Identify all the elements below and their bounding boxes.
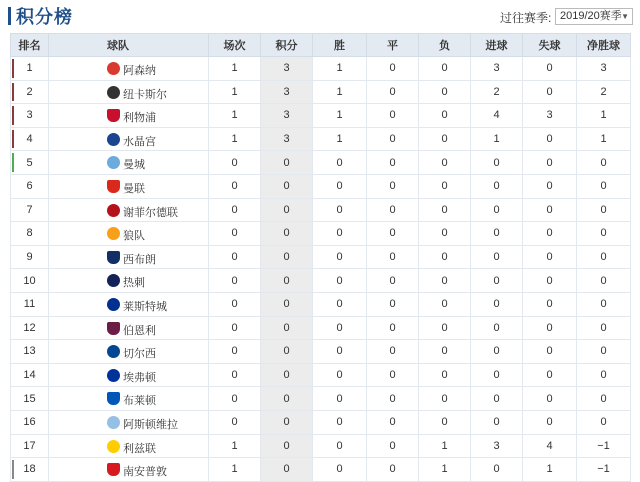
rank-value: 6 bbox=[26, 180, 33, 193]
played-cell: 1 bbox=[209, 434, 261, 458]
points-cell: 0 bbox=[261, 269, 313, 293]
goal-difference-cell: 0 bbox=[577, 410, 631, 434]
goals-for-cell: 0 bbox=[471, 198, 523, 222]
won-cell: 0 bbox=[313, 222, 367, 246]
chelsea-crest-icon bbox=[107, 345, 120, 358]
rank-value: 17 bbox=[23, 439, 36, 452]
won-cell: 0 bbox=[313, 174, 367, 198]
won-cell: 0 bbox=[313, 292, 367, 316]
goals-for-cell: 0 bbox=[471, 387, 523, 411]
arsenal-crest-icon bbox=[107, 62, 120, 75]
header-played: 场次 bbox=[209, 34, 261, 57]
team-cell[interactable] bbox=[49, 198, 209, 222]
points-cell: 0 bbox=[261, 387, 313, 411]
goal-difference-cell: 0 bbox=[577, 292, 631, 316]
team-name[interactable]: 曼联 bbox=[123, 182, 145, 195]
played-cell: 0 bbox=[209, 292, 261, 316]
goals-against-cell: 0 bbox=[523, 245, 577, 269]
team-name[interactable]: 热刺 bbox=[123, 277, 145, 290]
table-row[interactable] bbox=[11, 434, 631, 458]
sheffield-united-crest-icon bbox=[107, 204, 120, 217]
played-cell: 0 bbox=[209, 363, 261, 387]
qualification-marker bbox=[12, 460, 14, 479]
goals-against-cell: 0 bbox=[523, 151, 577, 175]
won-cell: 0 bbox=[313, 198, 367, 222]
drawn-cell: 0 bbox=[367, 222, 419, 246]
team-name[interactable]: 利兹联 bbox=[123, 442, 156, 455]
played-cell: 0 bbox=[209, 316, 261, 340]
goals-against-cell: 0 bbox=[523, 174, 577, 198]
lost-cell: 0 bbox=[419, 222, 471, 246]
team-cell[interactable] bbox=[49, 410, 209, 434]
rank-value: 14 bbox=[23, 369, 36, 382]
lost-cell: 0 bbox=[419, 174, 471, 198]
points-cell: 0 bbox=[261, 151, 313, 175]
standings-body bbox=[11, 57, 631, 482]
goals-against-cell: 3 bbox=[523, 104, 577, 128]
points-cell: 0 bbox=[261, 198, 313, 222]
lost-cell: 0 bbox=[419, 387, 471, 411]
played-cell: 0 bbox=[209, 245, 261, 269]
lost-cell: 0 bbox=[419, 80, 471, 104]
goal-difference-cell: 0 bbox=[577, 174, 631, 198]
rank-value: 4 bbox=[26, 133, 33, 146]
season-label: 过往赛季: bbox=[500, 11, 552, 25]
played-cell: 0 bbox=[209, 410, 261, 434]
drawn-cell: 0 bbox=[367, 57, 419, 81]
leicester-crest-icon bbox=[107, 298, 120, 311]
team-name[interactable]: 莱斯特城 bbox=[123, 300, 167, 313]
qualification-marker bbox=[12, 130, 14, 149]
rank-value: 12 bbox=[23, 321, 36, 334]
rank-cell bbox=[11, 387, 49, 411]
table-row[interactable] bbox=[11, 316, 631, 340]
rank-value: 13 bbox=[23, 345, 36, 358]
points-cell: 0 bbox=[261, 410, 313, 434]
goals-for-cell: 0 bbox=[471, 316, 523, 340]
team-cell[interactable] bbox=[49, 127, 209, 151]
southampton-crest-icon bbox=[107, 463, 120, 476]
lost-cell: 0 bbox=[419, 292, 471, 316]
qualification-marker bbox=[12, 106, 14, 125]
burnley-crest-icon bbox=[107, 322, 120, 335]
points-cell: 3 bbox=[261, 57, 313, 81]
rank-value: 15 bbox=[23, 392, 36, 405]
won-cell: 1 bbox=[313, 127, 367, 151]
won-cell: 0 bbox=[313, 410, 367, 434]
won-cell: 1 bbox=[313, 80, 367, 104]
drawn-cell: 0 bbox=[367, 174, 419, 198]
table-row[interactable] bbox=[11, 57, 631, 81]
played-cell: 1 bbox=[209, 80, 261, 104]
team-cell[interactable] bbox=[49, 434, 209, 458]
rank-value: 18 bbox=[23, 463, 36, 476]
points-cell: 0 bbox=[261, 292, 313, 316]
points-cell: 0 bbox=[261, 174, 313, 198]
lost-cell: 0 bbox=[419, 340, 471, 364]
page-header bbox=[0, 0, 640, 34]
team-cell[interactable] bbox=[49, 222, 209, 246]
newcastle-crest-icon bbox=[107, 86, 120, 99]
goal-difference-cell: 0 bbox=[577, 222, 631, 246]
goals-against-cell: 1 bbox=[523, 458, 577, 482]
header-won: 胜 bbox=[313, 34, 367, 57]
drawn-cell: 0 bbox=[367, 151, 419, 175]
header-goals-against: 失球 bbox=[523, 34, 577, 57]
won-cell: 1 bbox=[313, 104, 367, 128]
crystal-palace-crest-icon bbox=[107, 133, 120, 146]
goal-difference-cell: −1 bbox=[577, 458, 631, 482]
rank-cell bbox=[11, 292, 49, 316]
qualification-marker bbox=[12, 153, 14, 172]
lost-cell: 1 bbox=[419, 458, 471, 482]
header-drawn: 平 bbox=[367, 34, 419, 57]
rank-value: 16 bbox=[23, 416, 36, 429]
goal-difference-cell: 0 bbox=[577, 340, 631, 364]
rank-value: 11 bbox=[23, 298, 36, 311]
rank-value: 7 bbox=[26, 203, 33, 216]
won-cell: 0 bbox=[313, 340, 367, 364]
table-row[interactable] bbox=[11, 410, 631, 434]
table-row[interactable] bbox=[11, 292, 631, 316]
goals-against-cell: 0 bbox=[523, 363, 577, 387]
won-cell: 0 bbox=[313, 363, 367, 387]
table-row[interactable] bbox=[11, 458, 631, 482]
rank-value: 10 bbox=[23, 274, 36, 287]
team-name[interactable]: 阿斯顿维拉 bbox=[123, 418, 178, 431]
west-brom-crest-icon bbox=[107, 251, 120, 264]
team-name[interactable]: 水晶宫 bbox=[123, 135, 156, 148]
played-cell: 1 bbox=[209, 458, 261, 482]
points-cell: 0 bbox=[261, 458, 313, 482]
brighton-crest-icon bbox=[107, 392, 120, 405]
goals-for-cell: 2 bbox=[471, 80, 523, 104]
team-name[interactable]: 纽卡斯尔 bbox=[123, 88, 167, 101]
team-name[interactable]: 埃弗顿 bbox=[123, 371, 156, 384]
played-cell: 0 bbox=[209, 174, 261, 198]
rank-cell bbox=[11, 151, 49, 175]
rank-cell bbox=[11, 104, 49, 128]
goals-for-cell: 0 bbox=[471, 245, 523, 269]
team-cell[interactable] bbox=[49, 340, 209, 364]
goal-difference-cell: 0 bbox=[577, 151, 631, 175]
drawn-cell: 0 bbox=[367, 410, 419, 434]
goals-for-cell: 0 bbox=[471, 151, 523, 175]
title-accent-bar bbox=[8, 7, 11, 25]
drawn-cell: 0 bbox=[367, 127, 419, 151]
goal-difference-cell: 0 bbox=[577, 316, 631, 340]
drawn-cell: 0 bbox=[367, 340, 419, 364]
goals-for-cell: 3 bbox=[471, 57, 523, 81]
goals-for-cell: 0 bbox=[471, 292, 523, 316]
team-name[interactable]: 西布朗 bbox=[123, 253, 156, 266]
table-row[interactable] bbox=[11, 222, 631, 246]
team-cell[interactable] bbox=[49, 316, 209, 340]
table-row[interactable] bbox=[11, 245, 631, 269]
rank-cell bbox=[11, 269, 49, 293]
table-row[interactable] bbox=[11, 269, 631, 293]
points-cell: 0 bbox=[261, 245, 313, 269]
table-row[interactable] bbox=[11, 80, 631, 104]
rank-cell bbox=[11, 316, 49, 340]
goals-for-cell: 0 bbox=[471, 340, 523, 364]
drawn-cell: 0 bbox=[367, 104, 419, 128]
drawn-cell: 0 bbox=[367, 434, 419, 458]
goals-for-cell: 4 bbox=[471, 104, 523, 128]
lost-cell: 0 bbox=[419, 316, 471, 340]
table-row[interactable] bbox=[11, 198, 631, 222]
rank-cell bbox=[11, 198, 49, 222]
played-cell: 0 bbox=[209, 151, 261, 175]
team-name[interactable]: 狼队 bbox=[123, 230, 145, 243]
team-name[interactable]: 阿森纳 bbox=[123, 65, 156, 77]
goal-difference-cell: 1 bbox=[577, 104, 631, 128]
goals-against-cell: 0 bbox=[523, 387, 577, 411]
wolves-crest-icon bbox=[107, 227, 120, 240]
leeds-crest-icon bbox=[107, 440, 120, 453]
drawn-cell: 0 bbox=[367, 80, 419, 104]
rank-cell bbox=[11, 127, 49, 151]
goal-difference-cell: 0 bbox=[577, 198, 631, 222]
goal-difference-cell: −1 bbox=[577, 434, 631, 458]
rank-value: 1 bbox=[26, 62, 33, 75]
lost-cell: 0 bbox=[419, 104, 471, 128]
drawn-cell: 0 bbox=[367, 269, 419, 293]
table-row[interactable] bbox=[11, 174, 631, 198]
played-cell: 1 bbox=[209, 127, 261, 151]
team-cell[interactable] bbox=[49, 292, 209, 316]
rank-cell bbox=[11, 458, 49, 482]
goals-against-cell: 0 bbox=[523, 198, 577, 222]
header-goals-for: 进球 bbox=[471, 34, 523, 57]
lost-cell: 0 bbox=[419, 363, 471, 387]
won-cell: 0 bbox=[313, 245, 367, 269]
team-cell[interactable] bbox=[49, 104, 209, 128]
rank-cell bbox=[11, 434, 49, 458]
rank-value: 3 bbox=[26, 109, 33, 122]
lost-cell: 0 bbox=[419, 57, 471, 81]
page-title: 积分榜 bbox=[16, 7, 73, 27]
team-name[interactable]: 伯恩利 bbox=[123, 324, 156, 337]
points-cell: 0 bbox=[261, 434, 313, 458]
team-cell[interactable] bbox=[49, 57, 209, 81]
points-cell: 3 bbox=[261, 127, 313, 151]
won-cell: 1 bbox=[313, 57, 367, 81]
header-goal-difference: 净胜球 bbox=[577, 34, 631, 57]
rank-cell bbox=[11, 410, 49, 434]
points-cell: 0 bbox=[261, 222, 313, 246]
lost-cell: 0 bbox=[419, 245, 471, 269]
aston-villa-crest-icon bbox=[107, 416, 120, 429]
table-row[interactable] bbox=[11, 363, 631, 387]
season-select[interactable] bbox=[555, 8, 633, 25]
team-cell[interactable] bbox=[49, 269, 209, 293]
rank-cell bbox=[11, 363, 49, 387]
goals-against-cell: 0 bbox=[523, 410, 577, 434]
rank-cell bbox=[11, 340, 49, 364]
drawn-cell: 0 bbox=[367, 458, 419, 482]
goals-against-cell: 0 bbox=[523, 222, 577, 246]
rank-cell bbox=[11, 222, 49, 246]
team-name[interactable]: 谢菲尔德联 bbox=[123, 206, 178, 219]
rank-cell bbox=[11, 174, 49, 198]
standings-header-row bbox=[11, 34, 631, 57]
drawn-cell: 0 bbox=[367, 245, 419, 269]
lost-cell: 0 bbox=[419, 127, 471, 151]
goals-for-cell: 1 bbox=[471, 127, 523, 151]
goals-for-cell: 0 bbox=[471, 222, 523, 246]
team-name[interactable]: 布莱顿 bbox=[123, 395, 156, 408]
rank-value: 9 bbox=[26, 251, 33, 264]
goals-against-cell: 4 bbox=[523, 434, 577, 458]
goal-difference-cell: 3 bbox=[577, 57, 631, 81]
won-cell: 0 bbox=[313, 151, 367, 175]
rank-cell bbox=[11, 245, 49, 269]
goals-for-cell: 0 bbox=[471, 174, 523, 198]
won-cell: 0 bbox=[313, 316, 367, 340]
goal-difference-cell: 0 bbox=[577, 269, 631, 293]
lost-cell: 0 bbox=[419, 198, 471, 222]
qualification-marker bbox=[12, 83, 14, 102]
rank-value: 5 bbox=[26, 156, 33, 169]
points-cell: 0 bbox=[261, 363, 313, 387]
drawn-cell: 0 bbox=[367, 292, 419, 316]
team-cell[interactable] bbox=[49, 174, 209, 198]
qualification-marker bbox=[12, 59, 14, 78]
header-points: 积分 bbox=[261, 34, 313, 57]
goals-against-cell: 0 bbox=[523, 316, 577, 340]
team-cell[interactable] bbox=[49, 363, 209, 387]
goals-against-cell: 0 bbox=[523, 127, 577, 151]
team-name[interactable]: 切尔西 bbox=[123, 348, 156, 361]
drawn-cell: 0 bbox=[367, 198, 419, 222]
table-row[interactable] bbox=[11, 104, 631, 128]
rank-value: 2 bbox=[26, 85, 33, 98]
man-united-crest-icon bbox=[107, 180, 120, 193]
goal-difference-cell: 0 bbox=[577, 363, 631, 387]
points-cell: 0 bbox=[261, 316, 313, 340]
header-rank: 排名 bbox=[11, 34, 49, 57]
chevron-down-icon: ▼ bbox=[621, 12, 629, 21]
goals-against-cell: 0 bbox=[523, 269, 577, 293]
goal-difference-cell: 2 bbox=[577, 80, 631, 104]
points-cell: 3 bbox=[261, 104, 313, 128]
won-cell: 0 bbox=[313, 387, 367, 411]
season-select-value: 2019/20赛季 bbox=[560, 10, 622, 22]
header-lost: 负 bbox=[419, 34, 471, 57]
team-cell[interactable] bbox=[49, 387, 209, 411]
played-cell: 0 bbox=[209, 222, 261, 246]
rank-value: 8 bbox=[26, 227, 33, 240]
won-cell: 0 bbox=[313, 269, 367, 293]
drawn-cell: 0 bbox=[367, 363, 419, 387]
rank-cell bbox=[11, 80, 49, 104]
table-row[interactable] bbox=[11, 340, 631, 364]
goals-for-cell: 3 bbox=[471, 434, 523, 458]
goals-against-cell: 0 bbox=[523, 340, 577, 364]
team-cell[interactable] bbox=[49, 151, 209, 175]
man-city-crest-icon bbox=[107, 156, 120, 169]
played-cell: 0 bbox=[209, 269, 261, 293]
team-name[interactable]: 利物浦 bbox=[123, 112, 156, 125]
lost-cell: 0 bbox=[419, 151, 471, 175]
team-cell[interactable] bbox=[49, 458, 209, 482]
table-row[interactable] bbox=[11, 127, 631, 151]
goals-against-cell: 0 bbox=[523, 80, 577, 104]
goals-for-cell: 0 bbox=[471, 363, 523, 387]
points-cell: 3 bbox=[261, 80, 313, 104]
everton-crest-icon bbox=[107, 369, 120, 382]
table-row[interactable] bbox=[11, 151, 631, 175]
team-name[interactable]: 南安普敦 bbox=[123, 466, 167, 479]
team-cell[interactable] bbox=[49, 80, 209, 104]
goals-against-cell: 0 bbox=[523, 57, 577, 81]
goal-difference-cell: 1 bbox=[577, 127, 631, 151]
lost-cell: 0 bbox=[419, 410, 471, 434]
goal-difference-cell: 0 bbox=[577, 245, 631, 269]
goals-for-cell: 0 bbox=[471, 269, 523, 293]
points-cell: 0 bbox=[261, 340, 313, 364]
standings-table bbox=[10, 33, 631, 482]
goals-against-cell: 0 bbox=[523, 292, 577, 316]
liverpool-crest-icon bbox=[107, 109, 120, 122]
team-cell[interactable] bbox=[49, 245, 209, 269]
rank-cell bbox=[11, 57, 49, 81]
won-cell: 0 bbox=[313, 434, 367, 458]
goals-for-cell: 0 bbox=[471, 410, 523, 434]
won-cell: 0 bbox=[313, 458, 367, 482]
played-cell: 0 bbox=[209, 198, 261, 222]
drawn-cell: 0 bbox=[367, 387, 419, 411]
header-team: 球队 bbox=[49, 34, 209, 57]
lost-cell: 0 bbox=[419, 269, 471, 293]
played-cell: 0 bbox=[209, 340, 261, 364]
played-cell: 1 bbox=[209, 57, 261, 81]
tottenham-crest-icon bbox=[107, 274, 120, 287]
drawn-cell: 0 bbox=[367, 316, 419, 340]
table-row[interactable] bbox=[11, 387, 631, 411]
played-cell: 0 bbox=[209, 387, 261, 411]
lost-cell: 1 bbox=[419, 434, 471, 458]
played-cell: 1 bbox=[209, 104, 261, 128]
goal-difference-cell: 0 bbox=[577, 387, 631, 411]
team-name[interactable]: 曼城 bbox=[123, 159, 145, 172]
goals-for-cell: 0 bbox=[471, 458, 523, 482]
